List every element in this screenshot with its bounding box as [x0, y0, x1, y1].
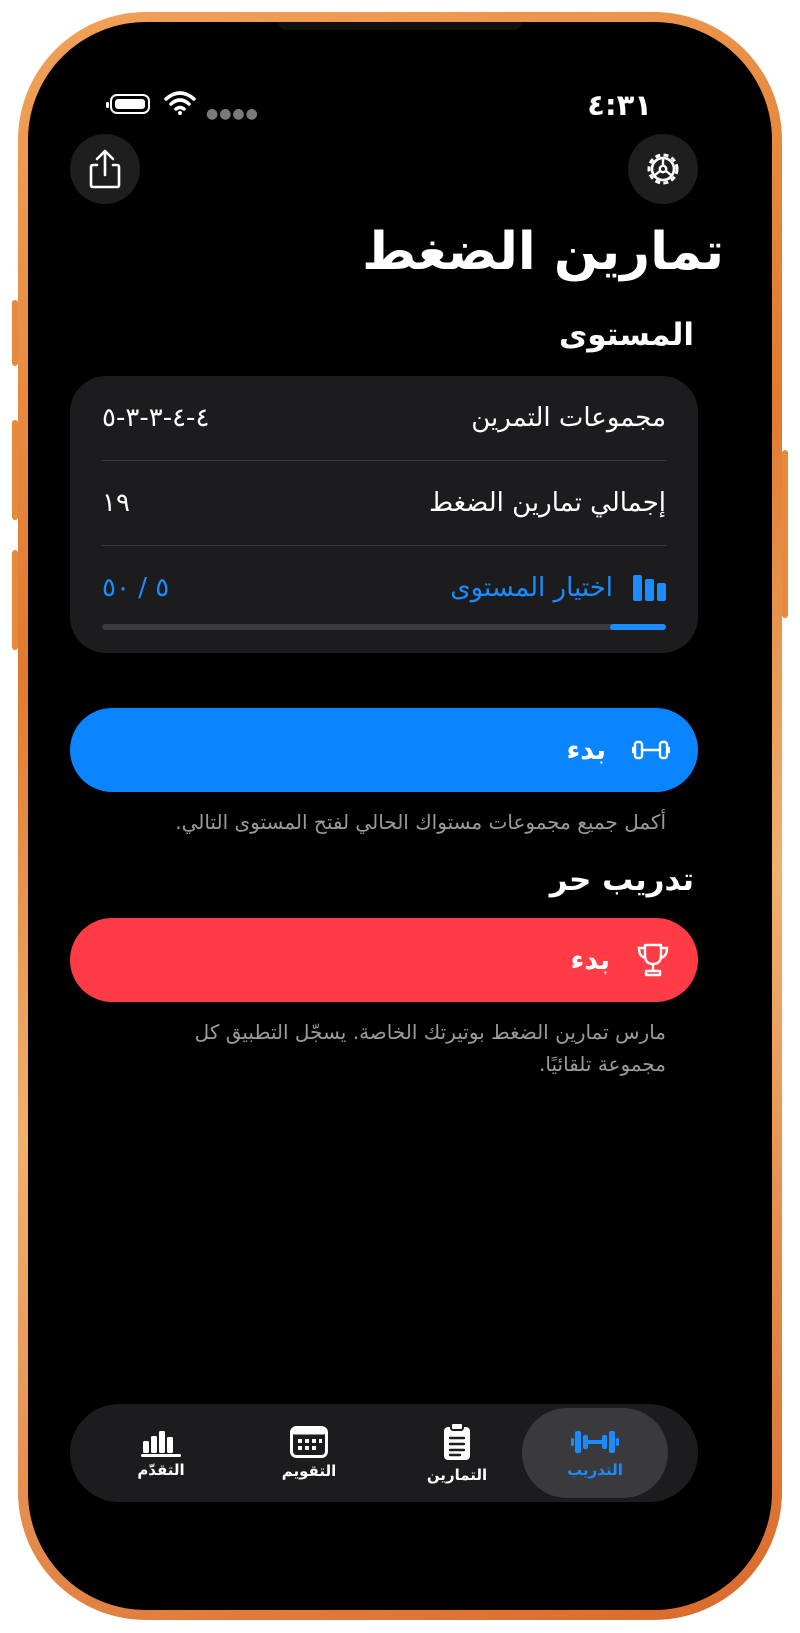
side-button: [12, 300, 18, 366]
dumbbell-icon: [571, 1427, 619, 1457]
start-level-button[interactable]: [70, 708, 698, 792]
level-progress-fill: [610, 624, 666, 630]
level-heading: المستوى: [558, 317, 694, 353]
side-button: [12, 420, 18, 520]
share-icon: [87, 149, 123, 189]
wifi-icon: [164, 90, 196, 116]
bars-icon: [633, 575, 666, 601]
start-free-training-button[interactable]: [70, 918, 698, 1002]
select-level-row[interactable]: [102, 546, 666, 630]
unlock-note: أكمل جميع مجموعات مستواك الحالي لفتح المستوى التالي.: [175, 810, 666, 834]
share-button[interactable]: [70, 134, 140, 204]
tab-training-label: التدريب: [567, 1461, 623, 1479]
tab-bar: [70, 1404, 698, 1502]
tab-calendar-label: التقويم: [281, 1462, 337, 1480]
screen: [28, 22, 772, 1610]
tab-calendar[interactable]: [236, 1408, 382, 1498]
sets-label: مجموعات التمرين: [471, 403, 666, 433]
dumbbell-icon: [632, 737, 670, 763]
tab-workouts[interactable]: [384, 1408, 530, 1498]
settings-button[interactable]: [628, 134, 698, 204]
level-progress-text: ٥ / ٥٠: [102, 573, 170, 603]
status-bar: [28, 78, 772, 122]
side-button: [12, 550, 18, 650]
calendar-icon: [290, 1426, 328, 1458]
cellular-signal-icon: ●●●●: [206, 106, 259, 122]
total-value: ١٩: [102, 488, 130, 518]
free-note-line2: مجموعة تلقائيًا.: [539, 1052, 666, 1076]
free-training-heading: تدريب حر: [549, 862, 694, 898]
trophy-icon: [636, 942, 670, 978]
free-training-note: [195, 1016, 666, 1080]
total-row: [102, 461, 666, 545]
clipboard-icon: [442, 1422, 472, 1462]
battery-icon: [110, 94, 150, 114]
free-start-label: بدء: [570, 944, 610, 976]
tab-progress[interactable]: [88, 1408, 234, 1498]
gear-icon: [643, 149, 683, 189]
side-button: [782, 450, 788, 618]
tab-workouts-label: التمارين: [426, 1466, 488, 1484]
page-title: تمارين الضغط: [362, 222, 724, 282]
total-label: إجمالي تمارين الضغط: [428, 488, 666, 518]
select-level-label: اختيار المستوى: [450, 573, 613, 603]
level-progress-bar: [102, 624, 666, 630]
start-button-label: بدء: [566, 734, 606, 766]
chart-icon: [141, 1427, 181, 1457]
level-card: [70, 376, 698, 653]
dynamic-island: [278, 22, 522, 30]
tab-training[interactable]: [522, 1408, 668, 1498]
status-time: ٤:٣١: [587, 88, 652, 122]
sets-row: [102, 376, 666, 460]
tab-progress-label: التقدّم: [137, 1461, 185, 1479]
sets-value: ٤-٤-٣-٣-٥: [102, 403, 210, 433]
free-note-line1: مارس تمارين الضغط بوتيرتك الخاصة. يسجّل التطبيق كل: [194, 1020, 666, 1044]
